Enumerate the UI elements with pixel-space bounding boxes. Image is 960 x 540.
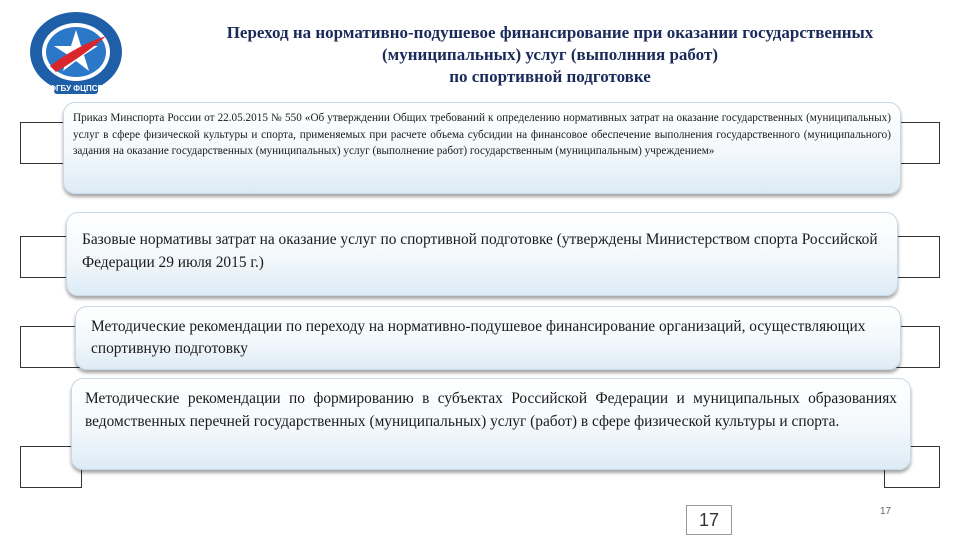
side-box-left-3	[20, 326, 82, 368]
card-text: Приказ Минспорта России от 22.05.2015 № 550 «Об утверждении Общих требований к определению нормативных затрат на оказание государственных (муниципальных) услуг в сфере физической культуры и спорта, применяемых при расчете объема субсидии на финансовое обеспечение выполнения государственного (муниципального) задания на оказание государственных (муниципальных) услуг (выполнение работ) государственным (муниципальным) учреждением»	[73, 112, 891, 157]
document-card-method-lists	[71, 378, 911, 470]
document-card-order	[63, 102, 901, 194]
page-number: 17	[686, 505, 732, 535]
card-text: Базовые нормативы затрат на оказание услуг по спортивной подготовке (утверждены Министерством спорта Российской Федерации 29 июля 2015 г.)	[82, 231, 878, 271]
title-line-3: по спортивной подготовке	[449, 67, 651, 86]
page-number-small: 17	[880, 506, 892, 517]
logo-label: ФГБУ ФЦПСР	[49, 84, 103, 93]
card-text: Методические рекомендации по формированию в субъектах Российской Федерации и муниципальных образованиях ведомственных перечней государственных (муниципальных) услуг (работ) в сфере физической культуры и спорта.	[85, 390, 897, 430]
card-text: Методические рекомендации по переходу на нормативно-подушевое финансирование организаций, осуществляющих спортивную подготовку	[91, 318, 866, 357]
title-line-1: Переход на нормативно-подушевое финансирование при оказании государственных	[226, 23, 874, 42]
document-card-base-norms	[66, 212, 898, 296]
title-line-2: (муниципальных) услуг (выполнния работ)	[382, 45, 718, 64]
page-title	[150, 22, 950, 88]
document-card-method-financing	[75, 306, 901, 370]
organization-logo	[20, 6, 132, 96]
